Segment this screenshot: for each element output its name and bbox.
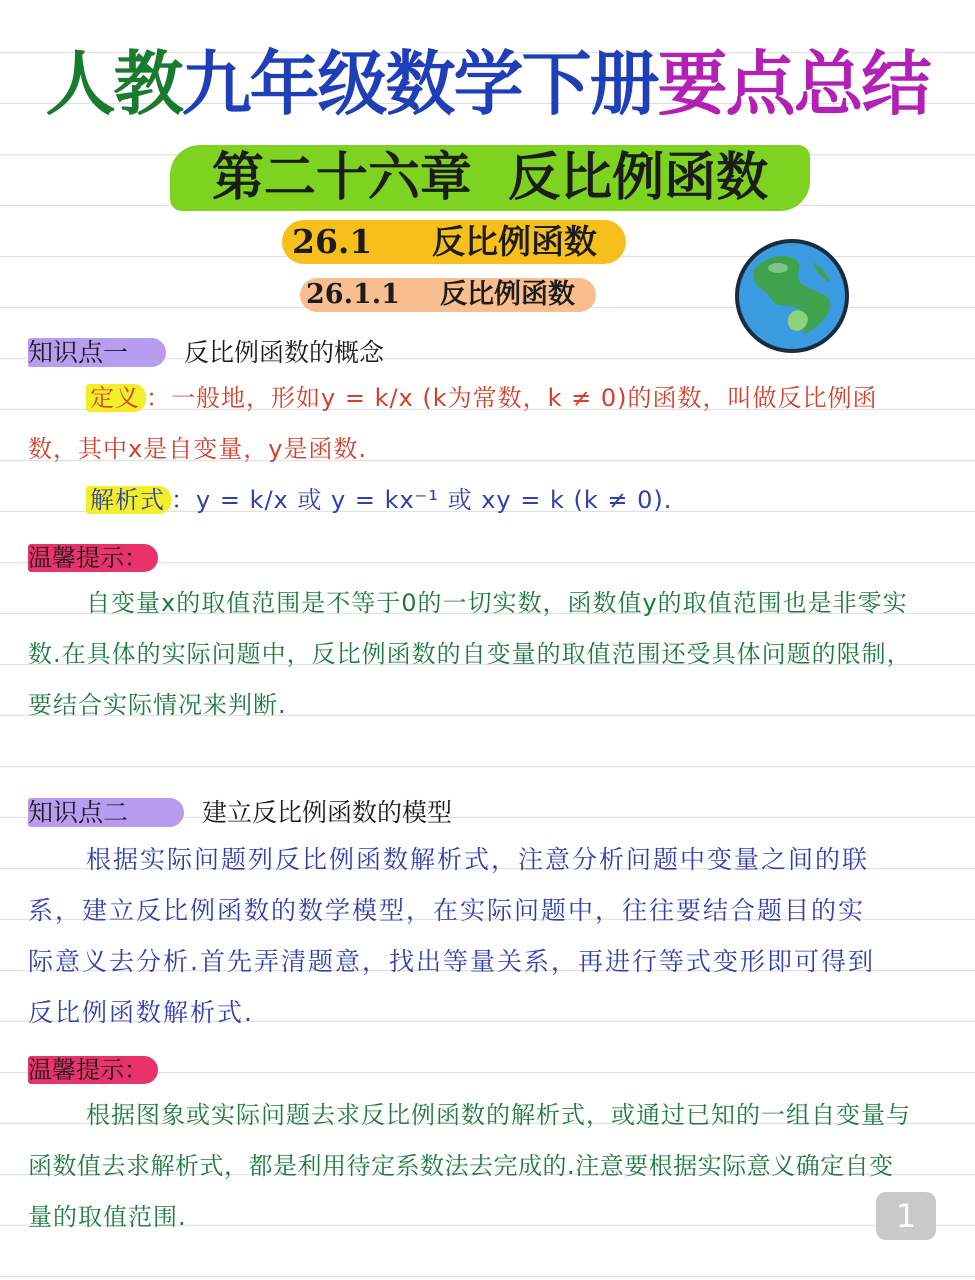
page-number-badge: 1 (876, 1192, 936, 1240)
chapter-number: 第二十六章 (211, 147, 472, 208)
kp2-line-1: 根据实际问题列反比例函数解析式，注意分析问题中变量之间的联 (86, 845, 870, 874)
globe-icon (734, 238, 850, 354)
title-part-publisher: 人教 (45, 42, 182, 125)
page-title (0, 28, 975, 129)
tip-1-line-3: 要结合实际情况来判断. (28, 691, 287, 719)
tip-1 (28, 538, 158, 573)
section-heading (282, 220, 626, 264)
kp2-line-3: 际意义去分析.首先弄清题意，找出等量关系，再进行等式变形即可得到 (28, 947, 875, 976)
kp2-label: 知识点二 (28, 798, 184, 827)
tip-2-line-1: 根据图象或实际问题去求反比例函数的解析式，或通过已知的一组自变量与 (86, 1101, 911, 1129)
section-name: 反比例函数 (432, 222, 597, 261)
kp2-line-4: 反比例函数解析式. (28, 998, 254, 1027)
tip-2 (28, 1050, 158, 1085)
subsection-number: 26.1.1 (306, 279, 400, 310)
title-part-summary: 要点总结 (657, 42, 930, 125)
formula-line (86, 475, 672, 526)
knowledge-point-1-heading (28, 333, 384, 369)
kp2-line-2: 系，建立反比例函数的数学模型，在实际问题中，往往要结合题目的实 (28, 896, 866, 925)
subsection-name: 反比例函数 (440, 279, 575, 310)
definition-label: 定义 (86, 384, 146, 412)
definition-line-2: 数，其中x是自变量，y是函数. (28, 435, 368, 463)
definition-line-1 (86, 373, 946, 424)
tip-1-label: 温馨提示： (28, 544, 158, 572)
title-part-course: 九年级数学下册 (181, 42, 658, 125)
subsection-heading (300, 278, 596, 312)
tip-2-line-3: 量的取值范围. (28, 1203, 187, 1231)
tip-1-line-1: 自变量x的取值范围是不等于0的一切实数，函数值y的取值范围也是非零实 (86, 589, 908, 617)
tip-1-line-2: 数.在具体的实际问题中，反比例函数的自变量的取值范围还受具体问题的限制， (28, 640, 912, 668)
knowledge-point-2-heading (28, 793, 452, 829)
section-number: 26.1 (292, 222, 373, 261)
definition-text-1: ：一般地，形如y = k/x (k为常数，k ≠ 0)的函数，叫做反比例函 (146, 384, 878, 412)
tip-2-line-2: 函数值去求解析式，都是利用待定系数法去完成的.注意要根据实际意义确定自变 (28, 1152, 894, 1180)
kp2-title: 建立反比例函数的模型 (202, 798, 453, 827)
chapter-banner (170, 145, 810, 211)
formula-label: 解析式 (86, 486, 171, 514)
tip-2-label: 温馨提示： (28, 1056, 158, 1084)
chapter-name: 反比例函数 (508, 147, 769, 208)
kp1-title: 反比例函数的概念 (184, 338, 385, 367)
formula-text: ：y = k/x 或 y = kx⁻¹ 或 xy = k (k ≠ 0). (171, 486, 673, 514)
kp1-label: 知识点一 (28, 338, 166, 367)
